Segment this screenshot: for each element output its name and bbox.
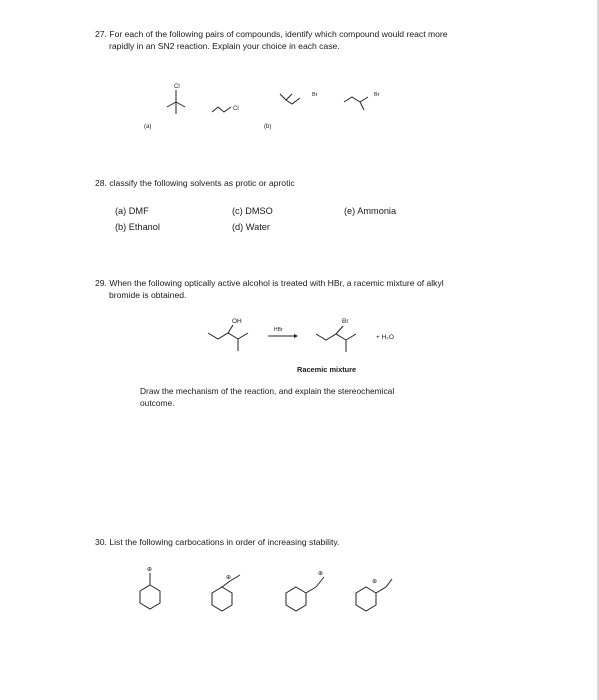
tertiary-bromide-structure bbox=[344, 92, 380, 110]
question-27-text-line1: For each of the following pairs of compounds, identify which compound would react more bbox=[109, 29, 448, 39]
carbocation-2-structure bbox=[212, 575, 240, 611]
tert-butyl-chloride-structure bbox=[167, 84, 185, 114]
q27-br-b1: Br bbox=[312, 92, 318, 98]
q27-cl-a1: Cl bbox=[174, 84, 180, 90]
question-30-text: List the following carbocations in order of increasing stability. bbox=[109, 537, 340, 547]
question-28-text: classify the following solvents as protic or aprotic bbox=[109, 178, 295, 188]
question-27 bbox=[95, 28, 565, 52]
secondary-bromide-structure bbox=[280, 92, 318, 108]
solvent-option-c: (c) DMSO bbox=[232, 206, 273, 216]
q27-cl-a2: Cl bbox=[233, 106, 239, 112]
carbocation-1-structure bbox=[140, 567, 160, 609]
q27-label-b: (b) bbox=[264, 124, 272, 130]
carbocation-4-structure bbox=[356, 579, 392, 611]
question-29-text-line1: When the following optically active alcohol is treated with HBr, a racemic mixture of alkyl bbox=[109, 278, 444, 288]
question-30-number: 30. bbox=[95, 537, 107, 547]
q29-caption: Racemic mixture bbox=[297, 365, 357, 374]
carbocation-2-charge: ⊕ bbox=[226, 575, 232, 581]
question-29 bbox=[95, 277, 565, 301]
q27-structures bbox=[130, 78, 400, 138]
solvent-option-b: (b) Ethanol bbox=[115, 222, 160, 232]
q29-oh-label: OH bbox=[232, 318, 242, 325]
solvent-option-a: (a) DMF bbox=[115, 206, 149, 216]
question-29-number: 29. bbox=[95, 278, 107, 288]
q30-carbocations bbox=[130, 560, 410, 620]
carbocation-3-charge: ⊕ bbox=[318, 571, 324, 577]
solvent-option-e: (e) Ammonia bbox=[344, 206, 397, 216]
carbocation-4-charge: ⊕ bbox=[372, 579, 378, 585]
question-29-text-line2: bromide is obtained. bbox=[109, 290, 187, 300]
primary-chloride-structure bbox=[212, 106, 239, 112]
question-30 bbox=[95, 536, 339, 548]
alkyl-bromide-product-structure bbox=[316, 318, 356, 352]
q27-br-b2: Br bbox=[374, 92, 380, 98]
question-28-number: 28. bbox=[95, 178, 107, 188]
carbocation-3-structure bbox=[286, 571, 324, 611]
q29-instruction-line1: Draw the mechanism of the reaction, and explain the stereochemical bbox=[140, 386, 395, 396]
question-27-number: 27. bbox=[95, 29, 107, 39]
solvent-option-d: (d) Water bbox=[232, 222, 270, 232]
q29-byproduct: + H₂O bbox=[376, 334, 394, 341]
reaction-arrow bbox=[268, 327, 298, 338]
alcohol-reactant-structure bbox=[204, 318, 248, 351]
q29-instruction-line2: outcome. bbox=[140, 398, 175, 408]
q27-label-a: (a) bbox=[144, 124, 152, 130]
q29-reagent-label: HBr bbox=[274, 327, 283, 333]
q29-instruction bbox=[140, 385, 480, 409]
q29-br-label: Br bbox=[342, 318, 349, 325]
carbocation-1-charge: ⊕ bbox=[147, 567, 153, 573]
question-28 bbox=[95, 177, 295, 189]
question-27-text-line2: rapidly in an SN2 reaction. Explain your choice in each case. bbox=[109, 41, 340, 51]
